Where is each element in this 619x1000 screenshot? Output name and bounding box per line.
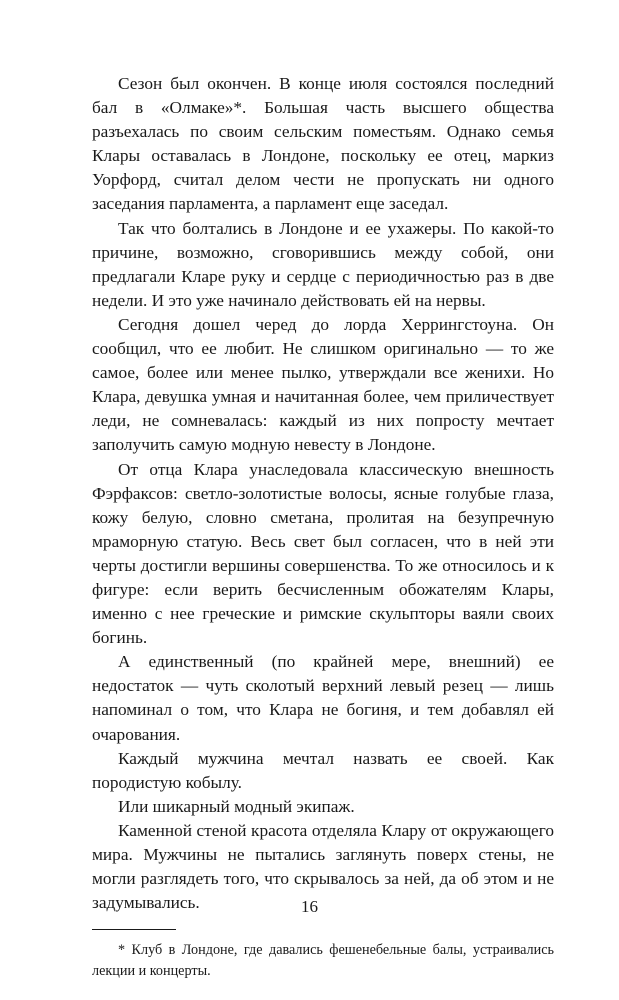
page-number: 16 [301,897,318,916]
paragraph-1: Сезон был окончен. В конце июля состоялся последний бал в «Олмаке»*. Большая часть высшего общества разъехалась по своим сельским поместьям. Однако семья Клары оставалась в Лондоне, поскольку ее отец, маркиз Уорфорд, считал делом чести не пропускать ни одного заседания парламента, а парламент еще заседал. [92,74,554,214]
paragraph-4: От отца Клара унаследовала классическую внешность Фэрфаксов: светло-золотистые волосы, ясные голубые глаза, кожу белую, словно сметана, пролитая на безупречную мраморную статую. Весь свет был согласен, что в ней эти черты достигли вершины совершенства. То же относилось и к фигуре: если верить бесчисленным обожателям Клары, именно с нее греческие и римские скульпторы ваяли своих богинь. [92,459,554,648]
paragraph-5: А единственный (по крайней мере, внешний) ее недостаток — чуть сколотый верхний левый резец — лишь напоминал о том, что Клара не богиня, и тем добавлял ей очарования. [92,652,554,744]
footnote: * Клуб в Лондоне, где давались фешенебельные балы, устраивались лекции и концерты. [92,942,554,979]
book-page [92,72,554,981]
paragraph-8: Каменной стеной красота отделяла Клару от окружающего мира. Мужчины не пытались заглянуть поверх стены, не могли разглядеть того, что скрывалось за ней, да об этом и не задумывались. [92,820,554,913]
paragraph-6: Каждый мужчина мечтал назвать ее своей. Как породистую кобылу. [92,748,554,792]
footnote-divider [92,929,176,930]
paragraph-2: Так что болтались в Лондоне и ее ухажеры. По какой-то причине, возможно, сговорившись между собой, они предлагали Кларе руку и сердце с периодичностью раз в две недели. И это уже начинало действовать ей на нервы. [92,218,554,310]
paragraph-3: Сегодня дошел черед до лорда Херрингстоуна. Он сообщил, что ее любит. Не слишком оригинально — то же самое, более или менее пылко, утверждали все женихи. Но Клара, девушка умная и начитанная более, чем приличествует леди, не сомневалась: каждый из них попростy мечтает заполучить самую модную невесту в Лондоне. [92,314,554,455]
paragraph-7: Или шикарный модный экипаж. [118,796,355,816]
